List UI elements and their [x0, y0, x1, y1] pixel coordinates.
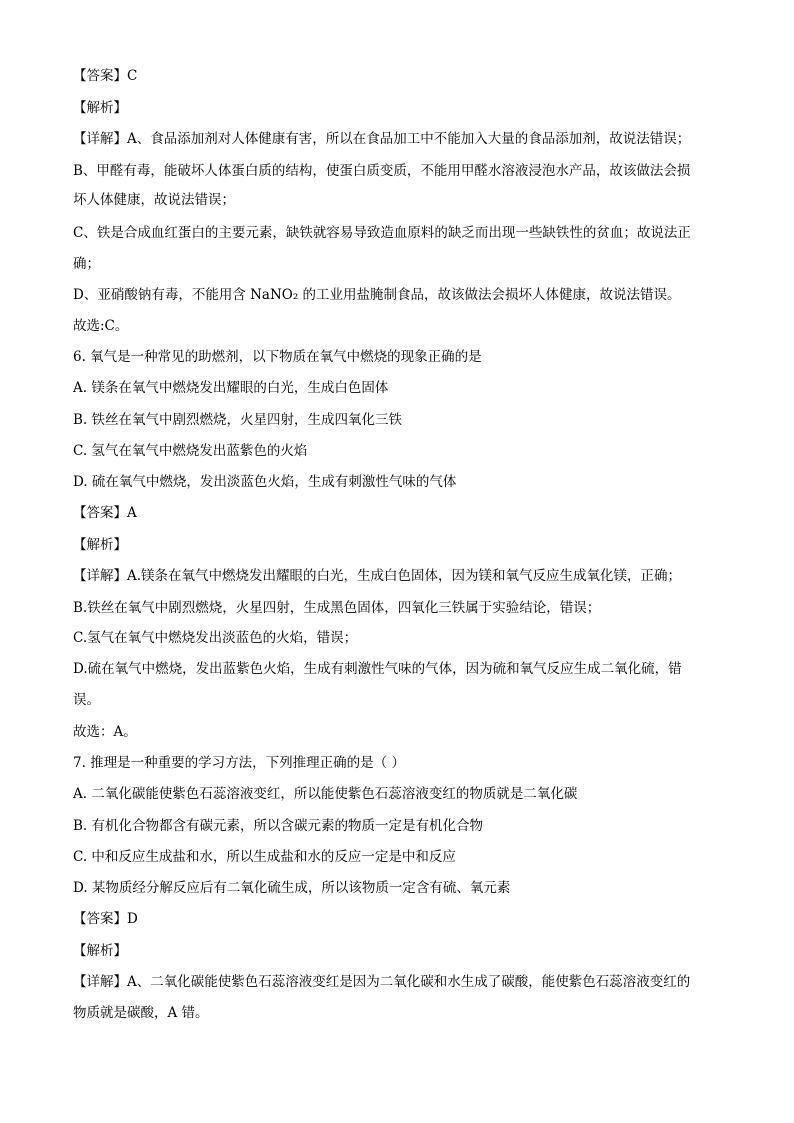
answer-label: 【答案】A: [73, 505, 137, 521]
explanation-line: D.硫在氧气中燃烧，发出蓝紫色火焰，生成有刺激性气味的气体，因为硫和氧气反应生成二氧化硫，错: [73, 661, 682, 677]
question-option: B. 有机化合物都含有碳元素，所以含碳元素的物质一定是有机化合物: [73, 818, 484, 834]
question-option: C. 中和反应生成盐和水，所以生成盐和水的反应一定是中和反应: [73, 849, 456, 865]
analysis-label: 【解析】: [73, 943, 127, 959]
explanation-line: B、甲醛有毒，能破坏人体蛋白质的结构，使蛋白质变质，不能用甲醛水溶液浸泡水产品，故该做法会损: [73, 163, 691, 179]
analysis-label: 【解析】: [73, 537, 127, 553]
explanation-line: C、铁是合成血红蛋白的主要元素，缺铁就容易导致造血原料的缺乏而出现一些缺铁性的贫血；故说法正: [73, 225, 691, 241]
answer-label: 【答案】D: [73, 911, 138, 927]
explanation-line: 【详解】A.镁条在氧气中燃烧发出耀眼的白光，生成白色固体，因为镁和氧气反应生成氧化镁，正确；: [73, 568, 682, 584]
question-option: A. 二氧化碳能使紫色石蕊溶液变红，所以能使紫色石蕊溶液变红的物质就是二氧化碳: [73, 786, 578, 802]
explanation-line: 物质就是碳酸，A 错。: [73, 1005, 209, 1021]
explanation-line: B.铁丝在氧气中剧烈燃烧，火星四射，生成黑色固体，四氧化三铁属于实验结论，错误；: [73, 600, 601, 616]
explanation-line: 【详解】A、二氧化碳能使紫色石蕊溶液变红是因为二氧化碳和水生成了碳酸，能使紫色石蕊溶液变红的: [73, 974, 691, 990]
explanation-line: 误。: [73, 692, 100, 708]
question-stem: 6. 氧气是一种常见的助燃剂，以下物质在氧气中燃烧的现象正确的是: [73, 349, 482, 365]
explanation-line: 确；: [73, 256, 100, 272]
analysis-label: 【解析】: [73, 100, 127, 116]
explanation-line: D、亚硝酸钠有毒，不能用含 NaNO₂ 的工业用盐腌制食品，故该做法会损坏人体健康，故说法错误。: [73, 287, 681, 303]
question-option: D. 硫在氧气中燃烧，发出淡蓝色火焰，生成有刺激性气味的气体: [73, 474, 457, 490]
explanation-line: 坏人体健康，故说法错误；: [73, 192, 235, 208]
question-option: A. 镁条在氧气中燃烧发出耀眼的白光，生成白色固体: [73, 380, 389, 396]
question-option: C. 氢气在氧气中燃烧发出蓝紫色的火焰: [73, 443, 308, 459]
conclusion-line: 故选：A。: [73, 724, 137, 740]
explanation-line: 【详解】A、食品添加剂对人体健康有害，所以在食品加工中不能加入大量的食品添加剂，故说法错误；: [73, 131, 691, 147]
conclusion-line: 故选:C。: [73, 318, 129, 334]
answer-label: 【答案】C: [73, 68, 138, 84]
question-option: B. 铁丝在氧气中剧烈燃烧，火星四射，生成四氧化三铁: [73, 412, 403, 428]
question-option: D. 某物质经分解反应后有二氧化硫生成，所以该物质一定含有硫、氧元素: [73, 880, 511, 896]
explanation-line: C.氢气在氧气中燃烧发出淡蓝色的火焰，错误；: [73, 630, 358, 646]
question-stem: 7. 推理是一种重要的学习方法，下列推理正确的是（ ）: [73, 755, 405, 771]
